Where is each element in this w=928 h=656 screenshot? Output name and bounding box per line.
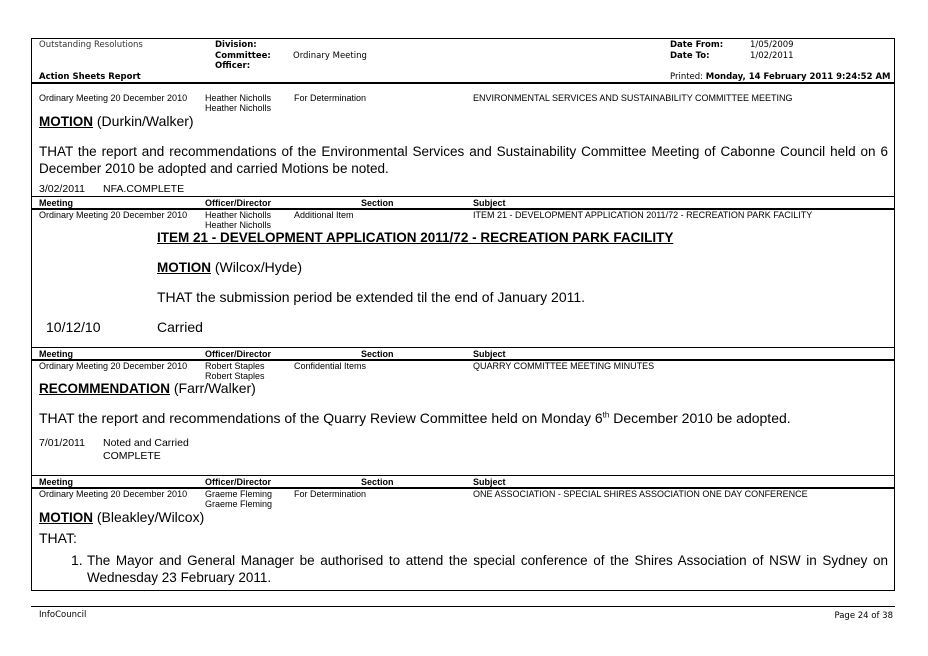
column-header-rule-top <box>31 475 895 476</box>
entry-officer: Heather Nicholls <box>205 93 272 103</box>
list-item: The Mayor and General Manager be authorised to attend the special conference of the Shires Association of NSW in Sydney on Wednesday 23 February 2011. <box>87 553 888 585</box>
entry-officer: Graeme Fleming <box>205 489 273 499</box>
col-section: Section <box>361 349 394 359</box>
motion-label: RECOMMENDATION <box>39 381 170 396</box>
motion-label: MOTION <box>157 260 211 275</box>
entry-subject: ENVIRONMENTAL SERVICES AND SUSTAINABILITY COMMITTEE MEETING <box>473 93 793 103</box>
note-text: NFA.COMPLETE <box>103 183 185 195</box>
entry-meeting: Ordinary Meeting 20 December 2010 <box>39 93 188 103</box>
column-header-rule-top <box>31 196 895 197</box>
col-subject: Subject <box>473 198 506 208</box>
col-subject: Subject <box>473 349 506 359</box>
footer-brand: InfoCouncil <box>39 610 87 620</box>
col-meeting: Meeting <box>39 198 74 208</box>
col-subject: Subject <box>473 477 506 487</box>
item-heading: ITEM 21 - DEVELOPMENT APPLICATION 2011/72 - RECREATION PARK FACILITY <box>157 230 674 245</box>
date-to-value: 1/02/2011 <box>750 51 794 61</box>
entry-section: Confidential Items <box>294 361 367 371</box>
that-label: THAT: <box>39 530 77 546</box>
entry-section: Additional Item <box>294 210 354 220</box>
frame-right-rule <box>894 38 895 591</box>
footer-rule <box>31 606 895 607</box>
motion-line <box>39 509 204 526</box>
entry-subject: QUARRY COMMITTEE MEETING MINUTES <box>473 361 655 371</box>
resolution-text <box>39 410 791 427</box>
note-date: 7/01/2011 <box>39 437 85 449</box>
col-meeting: Meeting <box>39 477 74 487</box>
motion-line <box>39 380 256 397</box>
motion-movers: (Wilcox/Hyde) <box>214 259 303 275</box>
list-number: 1. <box>71 552 83 568</box>
committee-value: Ordinary Meeting <box>293 51 367 61</box>
resolution-text-pre: THAT the report and recommendations of the Quarry Review Committee held on Monday 6 <box>39 410 603 426</box>
officer-label: Officer: <box>215 61 251 71</box>
header-top-rule <box>31 38 895 39</box>
committee-label: Committee: <box>215 51 271 61</box>
frame-left-rule <box>31 38 32 591</box>
header-bottom-rule <box>31 82 895 84</box>
frame-bottom-rule <box>31 590 895 591</box>
motion-movers: (Durkin/Walker) <box>96 113 194 129</box>
entry-director: Heather Nicholls <box>205 220 272 230</box>
entry-subject: ONE ASSOCIATION - SPECIAL SHIRES ASSOCIATION ONE DAY CONFERENCE <box>473 489 808 499</box>
motion-line <box>39 113 194 130</box>
date-from-label: Date From: <box>670 40 724 50</box>
note-text-2: COMPLETE <box>103 450 161 462</box>
entry-director: Graeme Fleming <box>205 499 273 509</box>
entry-director: Heather Nicholls <box>205 103 272 113</box>
note-text: Noted and Carried <box>103 437 189 449</box>
motion-movers: (Farr/Walker) <box>173 380 256 396</box>
resolution-text-post: December 2010 be adopted. <box>609 410 791 426</box>
report-title: Action Sheets Report <box>39 72 141 82</box>
entry-officer: Robert Staples <box>205 361 265 371</box>
col-officer: Officer/Director <box>205 349 272 359</box>
col-officer: Officer/Director <box>205 477 272 487</box>
col-meeting: Meeting <box>39 349 74 359</box>
page-number: Page 24 of 38 <box>834 611 893 621</box>
entry-director: Robert Staples <box>205 371 265 381</box>
entry-section: For Determination <box>294 489 367 499</box>
entry-meeting: Ordinary Meeting 20 December 2010 <box>39 210 188 220</box>
note-date: 3/02/2011 <box>39 183 85 195</box>
col-section: Section <box>361 198 394 208</box>
motion-label: MOTION <box>39 114 93 129</box>
ordinal-suffix: th <box>602 410 610 420</box>
printed-label: Printed: <box>670 72 704 82</box>
entry-meeting: Ordinary Meeting 20 December 2010 <box>39 489 188 499</box>
date-from-value: 1/05/2009 <box>750 40 794 50</box>
note-text: Carried <box>157 319 203 335</box>
entry-officer: Heather Nicholls <box>205 210 272 220</box>
resolution-text: THAT the report and recommendations of the Environmental Services and Sustainability Committee Meeting of Cabonne Council held on 6 December 2010 be adopted and carried Motions be noted. <box>39 144 888 176</box>
entry-section: For Determination <box>294 93 367 103</box>
app-title: Outstanding Resolutions <box>39 40 143 50</box>
col-section: Section <box>361 477 394 487</box>
entry-subject: ITEM 21 - DEVELOPMENT APPLICATION 2011/72 - RECREATION PARK FACILITY <box>473 210 813 220</box>
date-to-label: Date To: <box>670 51 710 61</box>
col-officer: Officer/Director <box>205 198 272 208</box>
division-label: Division: <box>215 40 257 50</box>
motion-movers: (Bleakley/Wilcox) <box>96 509 205 525</box>
motion-label: MOTION <box>39 510 93 525</box>
note-date: 10/12/10 <box>46 319 101 335</box>
printed-stamp <box>670 72 890 82</box>
column-header-rule-top <box>31 347 895 348</box>
motion-line <box>157 259 302 276</box>
resolution-text: THAT the submission period be extended til the end of January 2011. <box>157 289 586 305</box>
entry-meeting: Ordinary Meeting 20 December 2010 <box>39 361 188 371</box>
printed-value: Monday, 14 February 2011 9:24:52 AM <box>705 72 891 82</box>
